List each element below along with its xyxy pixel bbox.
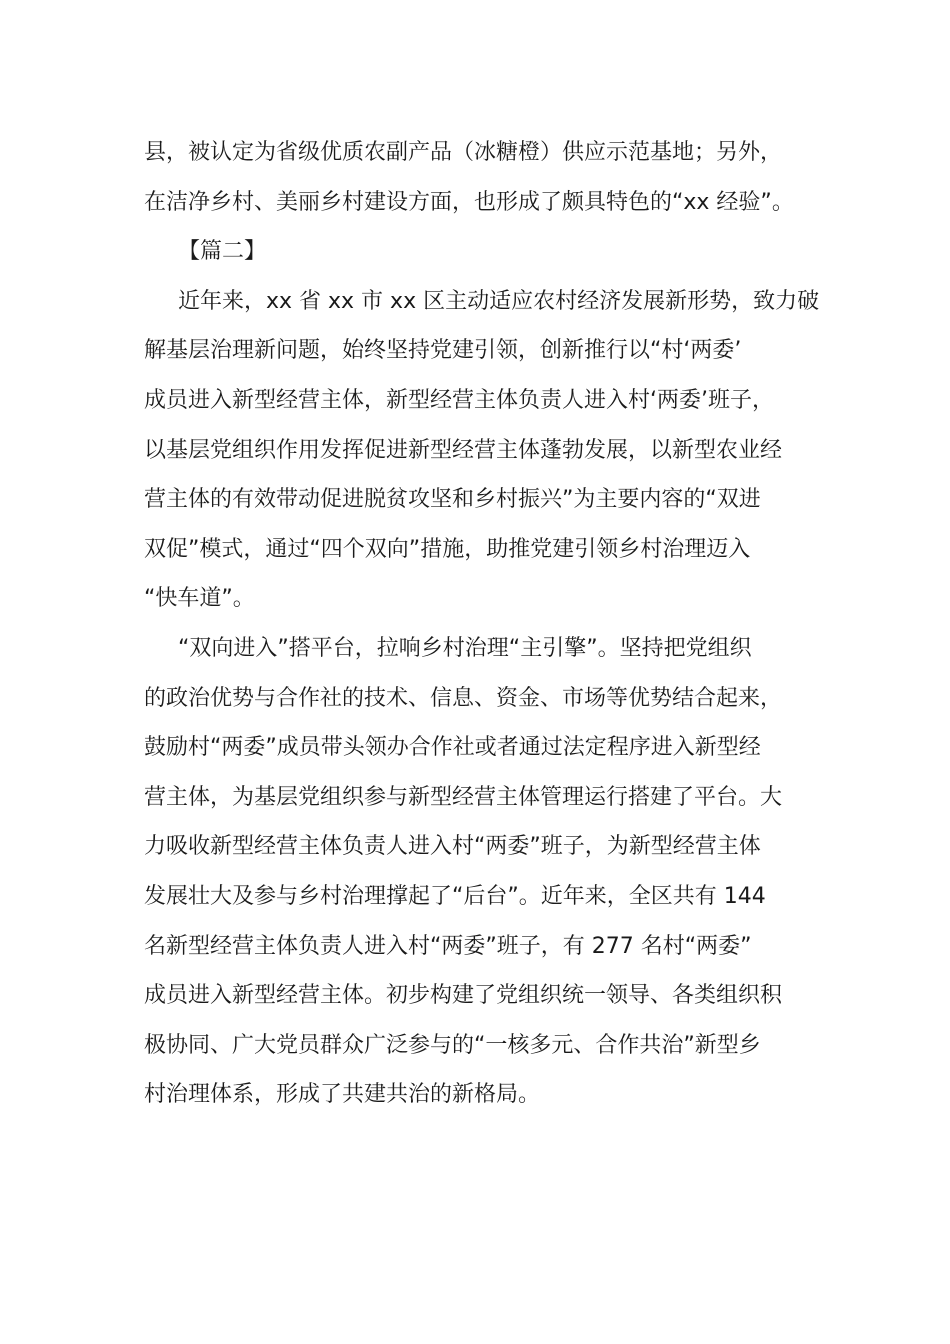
text-line: “快车道”。	[144, 586, 255, 612]
paragraph-2	[144, 624, 812, 1120]
intro-paragraph	[144, 128, 812, 227]
text-line: 双促”模式，通过“四个双向”措施，助推党建引领乡村治理迈入	[144, 536, 751, 562]
text-line: 以基层党组织作用发挥促进新型经营主体蓬勃发展，以新型农业经	[144, 437, 783, 463]
text-line: 的政治优势与合作社的技术、信息、资金、市场等优势结合起来，	[144, 685, 783, 711]
text-line: 极协同、广大党员群众广泛参与的“一核多元、合作共治”新型乡	[144, 1032, 761, 1058]
text-line: 成员进入新型经营主体。初步构建了党组织统一领导、各类组织积	[144, 983, 783, 1009]
text-line: 县，被认定为省级优质农副产品（冰糖橙）供应示范基地；另外，	[144, 140, 783, 165]
text-line: “双向进入”搭平台，拉响乡村治理“主引擎”。坚持把党组织	[178, 635, 752, 661]
text-line: 营主体的有效带动促进脱贫攻坚和乡村振兴”为主要内容的“双进	[144, 487, 761, 513]
text-line: 营主体，为基层党组织参与新型经营主体管理运行搭建了平台。大	[144, 784, 783, 810]
text-line: 名新型经营主体负责人进入村“两委”班子，有 277 名村“两委”	[144, 933, 752, 959]
paragraph-1	[144, 277, 820, 624]
text-line: 近年来，xx 省 xx 市 xx 区主动适应农村经济发展新形势，致力破	[178, 288, 820, 314]
text-line: 成员进入新型经营主体，新型经营主体负责人进入村‘两委’班子，	[144, 387, 774, 413]
document-page	[144, 128, 820, 1120]
text-line: 鼓励村“两委”成员带头领办合作社或者通过法定程序进入新型经	[144, 735, 761, 761]
text-line: 发展壮大及参与乡村治理撑起了“后台”。近年来，全区共有 144	[144, 883, 766, 909]
text-line: 力吸收新型经营主体负责人进入村“两委”班子，为新型经营主体	[144, 834, 761, 860]
text-line: 村治理体系，形成了共建共治的新格局。	[144, 1082, 541, 1108]
text-line: 在洁净乡村、美丽乡村建设方面，也形成了颇具特色的“xx 经验”。	[144, 189, 794, 215]
text-line: 解基层治理新问题，始终坚持党建引领，创新推行以“村‘两委’	[144, 338, 742, 364]
section-heading: 【篇二】	[178, 239, 267, 265]
